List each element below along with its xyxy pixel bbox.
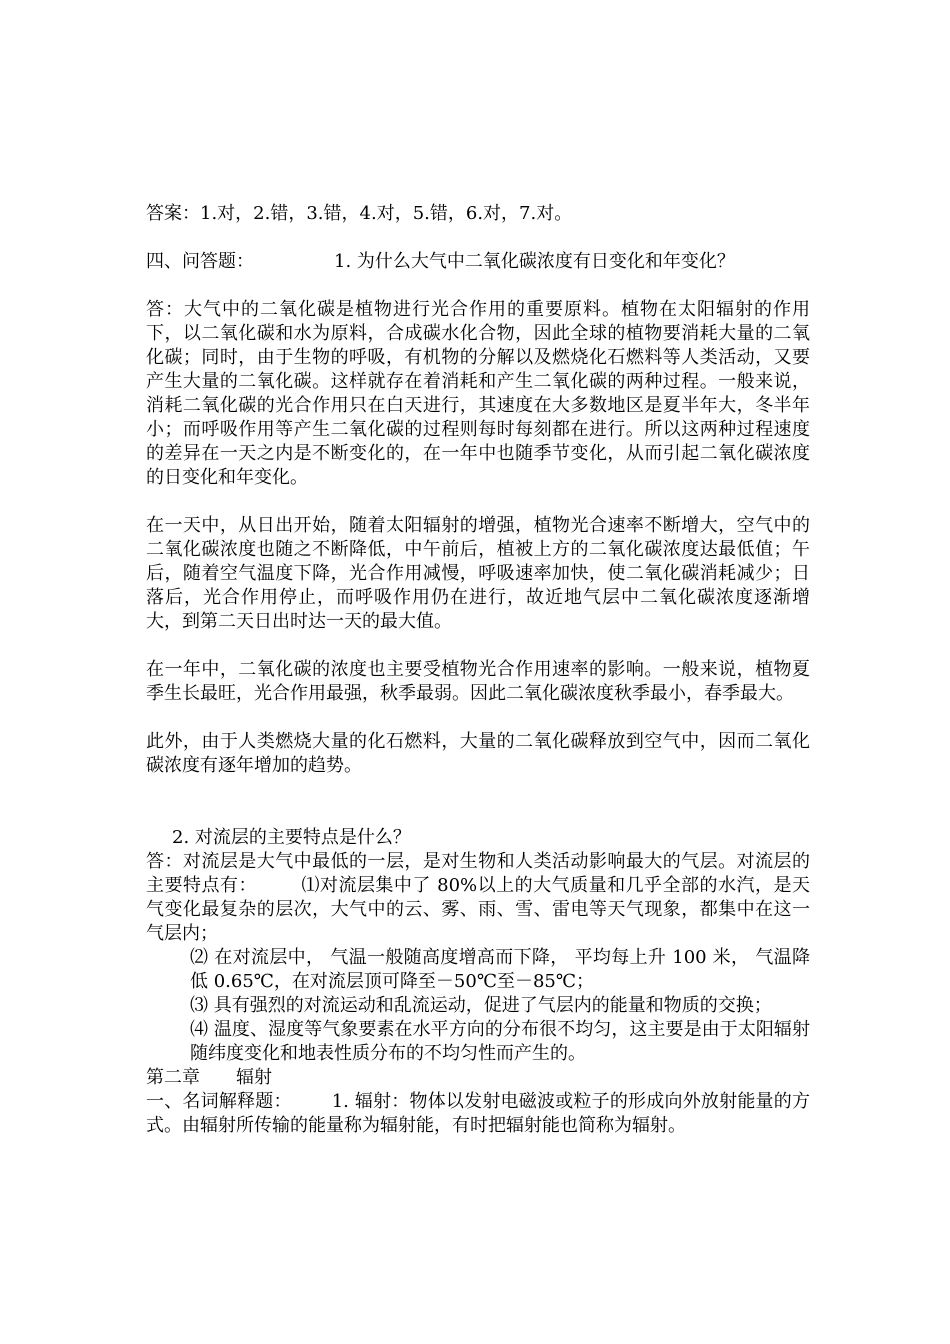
answer2-item2: ⑵ 在对流层中， 气温一般随高度增高而下降， 平均每上升 100 米， 气温降低 0.65℃，在对流层顶可降至－50℃至－85℃； <box>190 947 810 992</box>
answer1-paragraph4: 此外，由于人类燃烧大量的化石燃料，大量的二氧化碳释放到空气中，因而二氧化碳浓度有逐年增加的趋势。 <box>146 731 810 776</box>
question2-text: 2. 对流层的主要特点是什么？ <box>172 827 411 848</box>
chapter2-term1-block <box>146 1090 810 1138</box>
answer2-item4: ⑷ 温度、湿度等气象要素在水平方向的分布很不均匀，这主要是由于太阳辐射随纬度变化和地表性质分布的不均匀性而产生的。 <box>190 1019 810 1064</box>
answer2-item1: ⑴对流层集中了 80%以上的大气质量和几乎全部的水汽，是天气变化最复杂的层次，大气中的云、雾、雨、雪、雷电等天气现象，都集中在这一气层内； <box>146 875 811 944</box>
answers-line: 答案：1.对，2.错，3.错，4.对，5.错，6.对，7.对。 <box>146 203 573 224</box>
section4-question1-line <box>146 250 810 274</box>
document-page <box>146 202 810 1138</box>
section4-heading: 四、问答题： <box>146 251 254 272</box>
chapter2-term1: 1. 辐射：物体以发射电磁波或粒子的形成向外放射能量的方式。由辐射所传输的能量称为辐射能，有时把辐射能也简称为辐射。 <box>146 1091 810 1136</box>
answer2-intro: 答：对流层是大气中最低的一层，是对生物和人类活动影响最大的气层。对流层的主要特点有： <box>146 851 810 896</box>
answer1-paragraph3: 在一年中，二氧化碳的浓度也主要受植物光合作用速率的影响。一般来说，植物夏季生长最旺，光合作用最强，秋季最弱。因此二氧化碳浓度秋季最小，春季最大。 <box>146 659 810 704</box>
answer1-paragraph1: 答：大气中的二氧化碳是植物进行光合作用的重要原料。植物在太阳辐射的作用下，以二氧化碳和水为原料，合成碳水化合物，因此全球的植物要消耗大量的二氧化碳；同时，由于生物的呼吸，有机物的分解以及燃烧化石燃料等人类活动，又要产生大量的二氧化碳。这样就存在着消耗和产生二氧化碳的两种过程。一般来说，消耗二氧化碳的光合作用只在白天进行，其速度在大多数地区是夏半年大，冬半年小；而呼吸作用等产生二氧化碳的过程则每时每刻都在进行。所以这两种过程速度的差异在一天之内是不断变化的，在一年中也随季节变化，从而引起二氧化碳浓度的日变化和年变化。 <box>146 299 810 488</box>
chapter2-title: 第二章 辐射 <box>146 1067 272 1088</box>
question1-text: 1. 为什么大气中二氧化碳浓度有日变化和年变化？ <box>334 251 735 272</box>
answer2-item3: ⑶ 具有强烈的对流运动和乱流运动，促进了气层内的能量和物质的交换； <box>190 995 772 1016</box>
answer1-paragraph2: 在一天中，从日出开始，随着太阳辐射的增强，植物光合速率不断增大，空气中的二氧化碳浓度也随之不断降低，中午前后，植被上方的二氧化碳浓度达最低值；午后，随着空气温度下降，光合作用减慢，呼吸速率加快，使二氧化碳消耗减少；日落后，光合作用停止，而呼吸作用仍在进行，故近地气层中二氧化碳浓度逐渐增大，到第二天日出时达一天的最大值。 <box>146 515 810 632</box>
chapter2-section1-heading: 一、名词解释题： <box>146 1091 292 1112</box>
answer2-intro-block <box>146 850 810 946</box>
